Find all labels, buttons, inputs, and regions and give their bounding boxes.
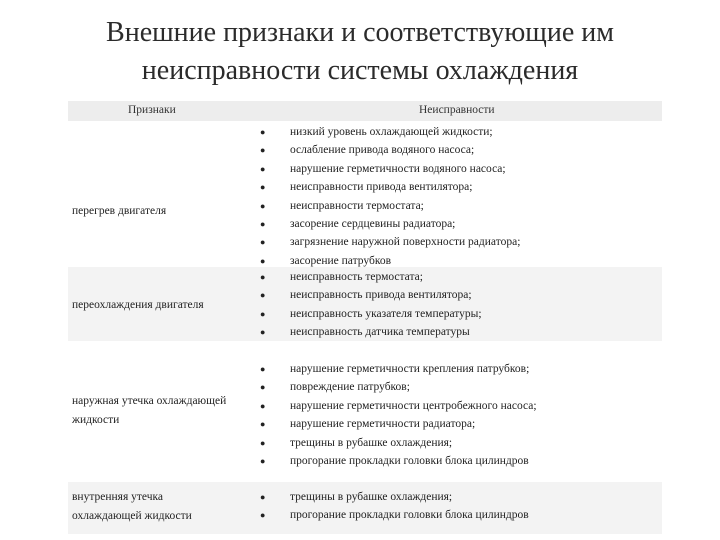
page-title: [0, 14, 720, 90]
list-item: ● неисправность термостата;: [258, 268, 482, 286]
sign-text: перегрев двигателя: [72, 205, 167, 217]
sign-text-line-2: жидкости: [72, 414, 120, 426]
bullet-icon: ●: [260, 419, 266, 430]
list-item: ● ослабление привода водяного насоса;: [258, 141, 520, 159]
bullet-icon: ●: [260, 272, 266, 282]
list-item: ● неисправности термостата;: [258, 197, 520, 215]
list-item: ● трещины в рубашке охлаждения;: [258, 434, 537, 452]
sign-text-line-2: охлаждающей жидкости: [72, 510, 192, 522]
list-item: ● прогорание прокладки головки блока цилиндров: [258, 506, 529, 524]
sign-cell: [72, 488, 262, 526]
sign-text-line-1: внутренняя утечка: [72, 491, 164, 503]
list-item: ● неисправности привода вентилятора;: [258, 178, 520, 196]
bullet-icon: ●: [260, 237, 266, 248]
bullet-icon: ●: [260, 290, 266, 301]
sign-text-line-1: наружная утечка охлаждающей: [72, 395, 227, 407]
bullet-icon: ●: [260, 382, 266, 393]
bullet-icon: ●: [260, 308, 266, 319]
title-line-1: Внешние признаки и соответствующие им: [106, 17, 614, 48]
list-item: ● загрязнение наружной поверхности радиатора;: [258, 233, 520, 251]
list-item: ● нарушение герметичности радиатора;: [258, 415, 537, 433]
table-header: [68, 101, 662, 121]
fault-list: [258, 123, 520, 270]
list-item: ● нарушение герметичности центробежного насоса;: [258, 397, 537, 415]
bullet-icon: ●: [260, 127, 266, 137]
bullet-icon: ●: [260, 364, 266, 374]
bullet-icon: ●: [260, 182, 266, 193]
bullet-icon: ●: [260, 327, 266, 338]
list-item: ● повреждение патрубков;: [258, 378, 537, 396]
table-row: [68, 121, 662, 267]
bullet-icon: ●: [260, 437, 266, 448]
list-item: ● неисправность привода вентилятора;: [258, 286, 482, 304]
list-item: ● прогорание прокладки головки блока цилиндров: [258, 452, 537, 470]
table-row: [68, 482, 662, 534]
sign-text: переохлаждения двигателя: [72, 299, 204, 311]
fault-list: [258, 360, 537, 470]
header-signs: Признаки: [128, 104, 176, 116]
list-item: ● нарушение герметичности водяного насоса;: [258, 160, 520, 178]
sign-cell: [72, 296, 262, 315]
bullet-icon: ●: [260, 163, 266, 174]
bullet-icon: ●: [260, 400, 266, 411]
table-row: [68, 267, 662, 341]
bullet-icon: ●: [260, 218, 266, 229]
fault-list: [258, 268, 482, 342]
list-item: ● неисправность указателя температуры;: [258, 305, 482, 323]
header-faults: Неисправности: [419, 104, 495, 116]
faults-table: [68, 101, 662, 534]
bullet-icon: ●: [260, 492, 266, 502]
sign-cell: [72, 392, 262, 430]
bullet-icon: ●: [260, 455, 266, 466]
fault-list: [258, 488, 529, 525]
sign-cell: [72, 202, 262, 221]
bullet-icon: ●: [260, 510, 266, 521]
list-item: ● низкий уровень охлаждающей жидкости;: [258, 123, 520, 141]
bullet-icon: ●: [260, 255, 266, 266]
list-item: ● засорение патрубков: [258, 252, 520, 270]
list-item: ● неисправность датчика температуры: [258, 323, 482, 341]
bullet-icon: ●: [260, 200, 266, 211]
bullet-icon: ●: [260, 145, 266, 156]
list-item: ● нарушение герметичности крепления патрубков;: [258, 360, 537, 378]
title-line-2: неисправности системы охлаждения: [141, 55, 579, 86]
list-item: ● трещины в рубашке охлаждения;: [258, 488, 529, 506]
table-row: [68, 341, 662, 482]
list-item: ● засорение сердцевины радиатора;: [258, 215, 520, 233]
